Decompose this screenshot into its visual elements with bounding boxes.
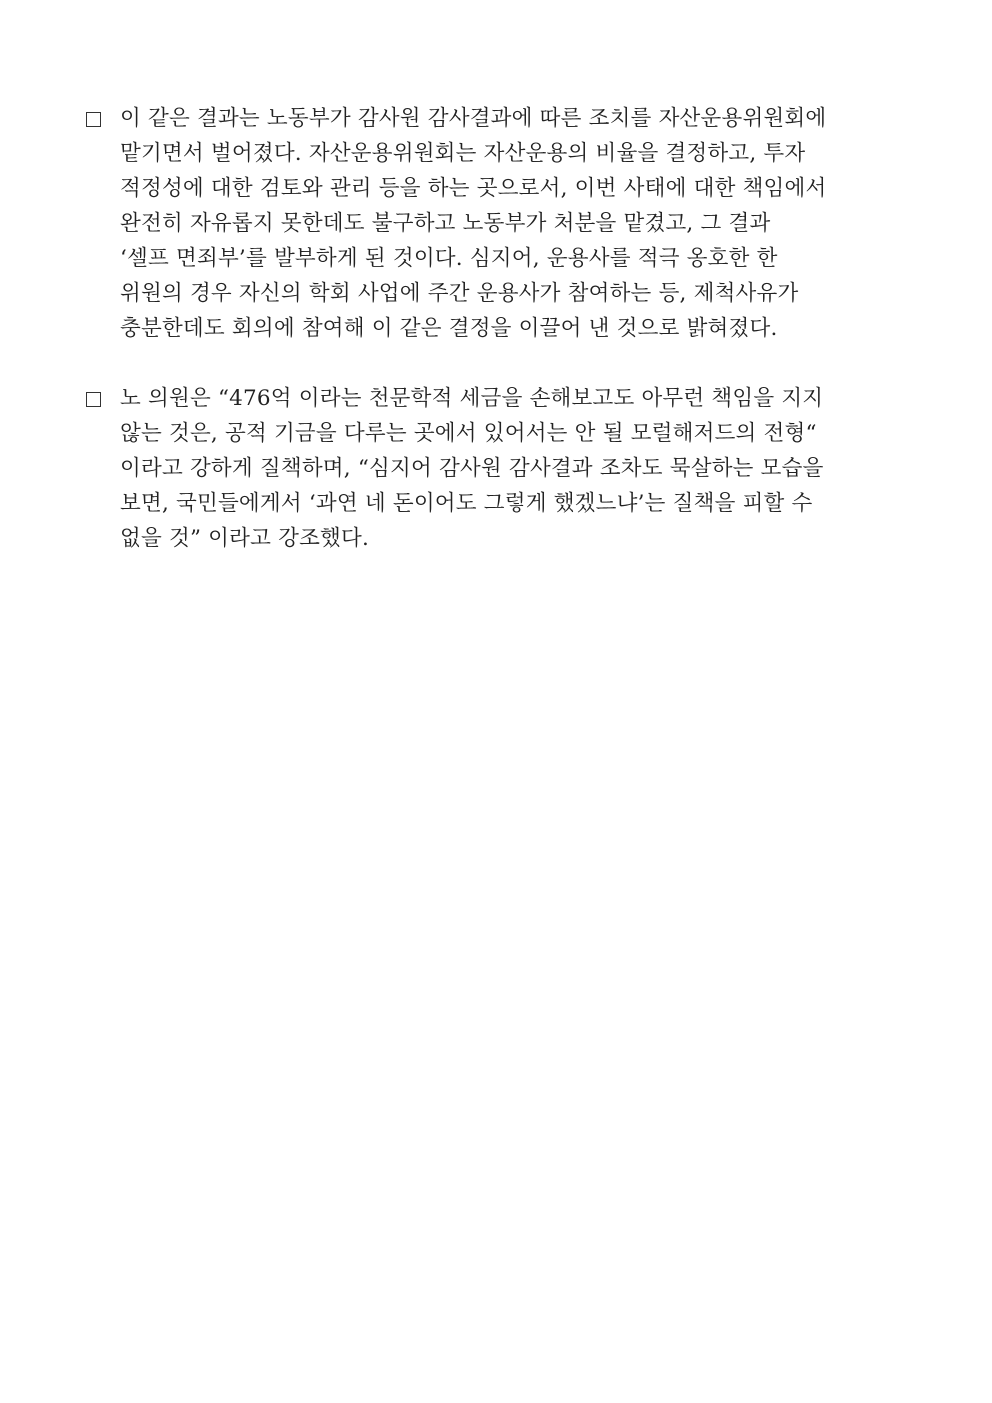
paragraph-line: 위원의 경우 자신의 학회 사업에 주간 운용사가 참여하는 등, 제척사유가 [120,281,799,306]
paragraph-line: 이라고 강하게 질책하며, “심지어 감사원 감사결과 조차도 묵살하는 모습을 [120,456,824,481]
paragraph-line: 없을 것” 이라고 강조했다. [120,526,370,551]
paragraph-line: 이 같은 결과는 노동부가 감사원 감사결과에 따른 조치를 자산운용위원회에 [120,106,827,131]
paragraph-line: 않는 것은, 공적 기금을 다루는 곳에서 있어서는 안 될 모럴해저드의 전형“ [120,421,817,446]
paragraph-line: 보면, 국민들에게서 ‘과연 네 돈이어도 그렇게 했겠느냐’는 질책을 피할 수 [120,491,813,516]
paragraph-line: ‘셀프 면죄부’를 발부하게 된 것이다. 심지어, 운용사를 적극 옹호한 한 [120,246,778,271]
checkbox-bullet-icon [86,392,101,407]
paragraph-line: 노 의원은 “476억 이라는 천문학적 세금을 손해보고도 아무런 책임을 지지 [120,386,824,411]
checkbox-bullet-icon [86,112,101,127]
paragraph-line: 맡기면서 벌어졌다. 자산운용위원회는 자산운용의 비율을 결정하고, 투자 [120,141,806,166]
paragraph-line: 충분한데도 회의에 참여해 이 같은 결정을 이끌어 낸 것으로 밝혀졌다. [120,316,778,341]
paragraph-line: 적정성에 대한 검토와 관리 등을 하는 곳으로서, 이번 사태에 대한 책임에서 [120,176,827,201]
paragraph-line: 완전히 자유롭지 못한데도 불구하고 노동부가 처분을 맡겼고, 그 결과 [120,211,771,236]
